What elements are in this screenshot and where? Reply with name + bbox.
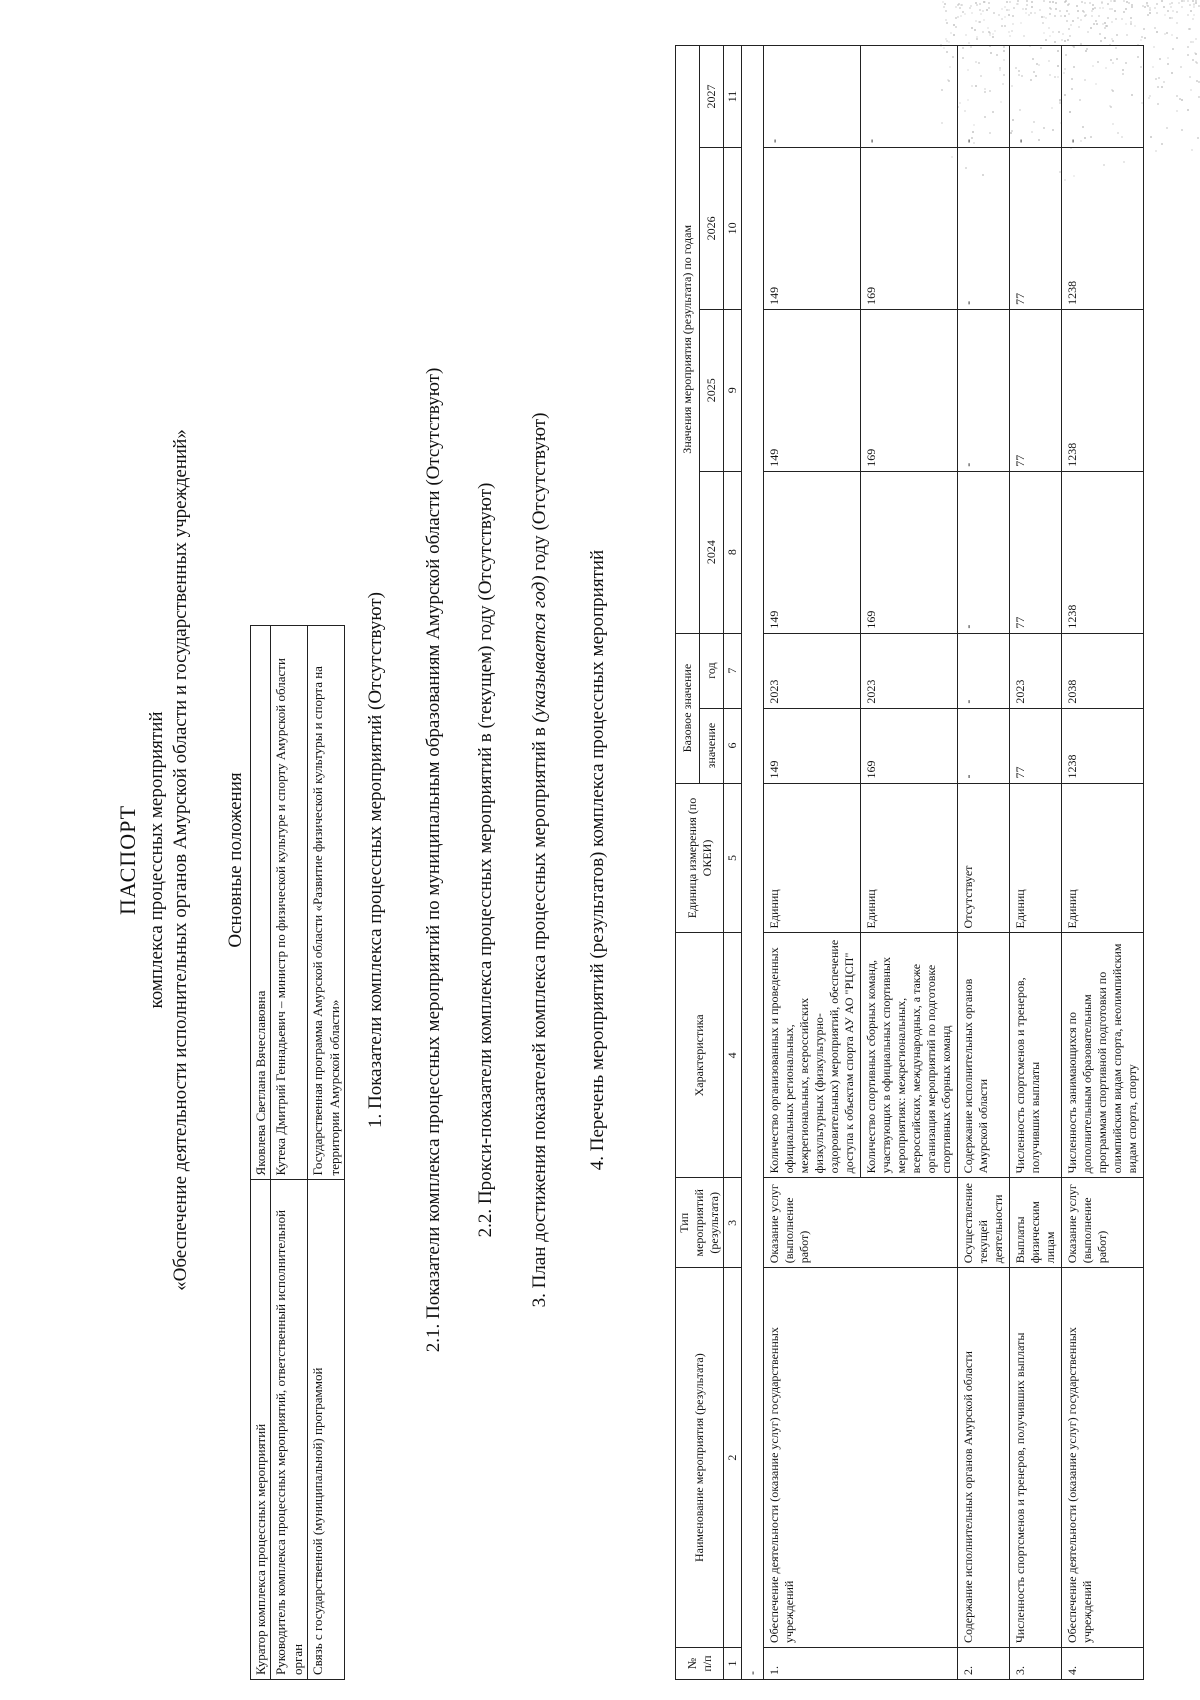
value-2026: 1238 xyxy=(1062,147,1144,309)
measure-description: Количество спортивных сборных команд, участвующих в официальных спортивных мероприятиях: межрегиональных, всероссийских, международных, а также организация мероприятий по подготовке спортивных сборных команд xyxy=(861,933,958,1178)
row-number: 4. xyxy=(1062,1648,1144,1680)
info-row xyxy=(271,626,308,1680)
info-value: Государственная программа Амурской области «Развитие физической культуры и спорта на территории Амурской области» xyxy=(308,626,345,1180)
column-number: 6 xyxy=(724,708,742,783)
section-3-text-a: 3. План достижения показателей комплекса процессных мероприятий в xyxy=(529,722,550,1308)
value-2025: 1238 xyxy=(1062,309,1144,471)
measure-unit: Единиц xyxy=(1062,783,1144,933)
value-2026: 77 xyxy=(1010,147,1062,309)
column-number: 10 xyxy=(724,147,742,309)
section-basic-heading: Основные положения xyxy=(225,772,246,948)
info-label: Куратор комплекса процессных мероприятий xyxy=(251,1180,271,1680)
base-value: 149 xyxy=(764,708,861,783)
header-years-group: Значения мероприятия (результата) по годам xyxy=(676,46,700,634)
header-year-2025: 2025 xyxy=(700,309,724,471)
value-2027: - xyxy=(861,46,958,148)
table-row xyxy=(1062,46,1144,1680)
measure-type: Осуществление текущей деятельности xyxy=(958,1178,1010,1268)
header-base-value: значение xyxy=(700,708,724,783)
section-1-heading: 1. Показатели комплекса процессных мероприятий (Отсутствуют) xyxy=(365,592,386,1128)
header-year-2026: 2026 xyxy=(700,147,724,309)
measure-name: Содержание исполнительных органов Амурской области xyxy=(958,1268,1010,1648)
measure-name: Обеспечение деятельности (оказание услуг) государственных учреждений xyxy=(764,1268,958,1648)
value-2025: 77 xyxy=(1010,309,1062,471)
document-title: ПАСПОРТ xyxy=(115,804,140,916)
value-2027: - xyxy=(764,46,861,148)
base-year: 2023 xyxy=(861,633,958,708)
measure-name: Обеспечение деятельности (оказание услуг) государственных учреждений xyxy=(1062,1268,1144,1648)
value-2024: 169 xyxy=(861,471,958,633)
value-2024: - xyxy=(958,471,1010,633)
header-year-2024: 2024 xyxy=(700,471,724,633)
value-2026: - xyxy=(958,147,1010,309)
column-number: 5 xyxy=(724,783,742,933)
table-row xyxy=(764,46,861,1680)
section-2-2-heading: 2.2. Прокси-показатели комплекса процессных мероприятий в (текущем) году (Отсутствуют) xyxy=(475,482,496,1238)
table-row xyxy=(1010,46,1062,1680)
column-number: 9 xyxy=(724,309,742,471)
section-row-cell: - xyxy=(742,46,764,1680)
section-4-heading: 4. Перечень мероприятий (результатов) комплекса процессных мероприятий xyxy=(587,549,608,1171)
info-row xyxy=(308,626,345,1680)
measure-unit: Единиц xyxy=(764,783,861,933)
section-3-heading xyxy=(529,30,551,1690)
header-name: Наименование мероприятия (результата) xyxy=(676,1268,724,1648)
header-description: Характеристика xyxy=(676,933,724,1178)
value-2024: 149 xyxy=(764,471,861,633)
measure-description: Содержание исполнительных органов Амурской области xyxy=(958,933,1010,1178)
table-row xyxy=(958,46,1010,1680)
basic-info-table xyxy=(250,625,345,1680)
section-3-text-year: (указывается год) xyxy=(529,575,550,723)
column-numbers-row xyxy=(724,46,742,1680)
header-base-year: год xyxy=(700,633,724,708)
base-value: - xyxy=(958,708,1010,783)
document-subtitle: комплекса процессных мероприятий xyxy=(146,711,167,1009)
section-2-1-heading: 2.1. Показатели комплекса процессных мероприятий по муниципальным образованиям Амурской области (Отсутствуют) xyxy=(423,367,444,1353)
row-number: 1. xyxy=(764,1648,958,1680)
value-2027: - xyxy=(1010,46,1062,148)
base-year: 2038 xyxy=(1062,633,1144,708)
value-2026: 149 xyxy=(764,147,861,309)
measure-type: Выплаты физическим лицам xyxy=(1010,1178,1062,1268)
value-2025: - xyxy=(958,309,1010,471)
value-2024: 77 xyxy=(1010,471,1062,633)
value-2027: - xyxy=(958,46,1010,148)
base-year: 2023 xyxy=(764,633,861,708)
info-row xyxy=(251,626,271,1680)
base-year: 2023 xyxy=(1010,633,1062,708)
info-label: Связь с государственной (муниципальной) программой xyxy=(308,1180,345,1680)
row-number: 2. xyxy=(958,1648,1010,1680)
column-number: 3 xyxy=(724,1178,742,1268)
measure-description: Численность спортсменов и тренеров, получивших выплаты xyxy=(1010,933,1062,1178)
measure-type: Оказание услуг (выполнение работ) xyxy=(1062,1178,1144,1268)
measure-description: Численность занимающихся по дополнительным образовательным программам спортивной подготовки по олимпийским видам спорта, неолимпийским видам спорта, спорту xyxy=(1062,933,1144,1178)
header-num: № п/п xyxy=(676,1648,724,1680)
table-section-row xyxy=(742,46,764,1680)
base-year: - xyxy=(958,633,1010,708)
column-number: 7 xyxy=(724,633,742,708)
value-2024: 1238 xyxy=(1062,471,1144,633)
document-page xyxy=(55,30,1155,1690)
base-value: 77 xyxy=(1010,708,1062,783)
value-2025: 169 xyxy=(861,309,958,471)
column-number: 8 xyxy=(724,471,742,633)
column-number: 1 xyxy=(724,1648,742,1680)
info-value: Яковлева Светлана Вячеславовна xyxy=(251,626,271,1180)
info-label: Руководитель комплекса процессных мероприятий, ответственный исполнительной орган xyxy=(271,1180,308,1680)
column-number: 4 xyxy=(724,933,742,1178)
measure-unit: Единиц xyxy=(1010,783,1062,933)
base-value: 1238 xyxy=(1062,708,1144,783)
value-2026: 169 xyxy=(861,147,958,309)
header-base: Базовое значение xyxy=(676,633,700,783)
header-type: Тип мероприятий (результата) xyxy=(676,1178,724,1268)
measure-name: Численность спортсменов и тренеров, получивших выплаты xyxy=(1010,1268,1062,1648)
program-name: «Обеспечение деятельности исполнительных органов Амурской области и государственных учреждений» xyxy=(170,429,191,1291)
info-value: Кутека Дмитрий Геннадьевич – министр по физической культуре и спорту Амурской области xyxy=(271,626,308,1180)
measure-unit: Единиц xyxy=(861,783,958,933)
measures-table xyxy=(675,45,1144,1680)
base-value: 169 xyxy=(861,708,958,783)
measure-unit: Отсутствует xyxy=(958,783,1010,933)
section-3-text-c: году (Отсутствуют) xyxy=(529,412,550,576)
value-2025: 149 xyxy=(764,309,861,471)
column-number: 2 xyxy=(724,1268,742,1648)
column-number: 11 xyxy=(724,46,742,148)
header-unit: Единица измерения (по ОКЕИ) xyxy=(676,783,724,933)
measure-description: Количество организованных и проведенных официальных региональных, межрегиональных, всероссийских физкультурных (физкультурно-оздоровительных) мероприятий, обеспечение доступа к объектам спорта АУ АО "РЦСП" xyxy=(764,933,861,1178)
title-block xyxy=(115,30,247,1690)
measure-type: Оказание услуг (выполнение работ) xyxy=(764,1178,958,1268)
header-year-2027: 2027 xyxy=(700,46,724,148)
row-number: 3. xyxy=(1010,1648,1062,1680)
value-2027: - xyxy=(1062,46,1144,148)
